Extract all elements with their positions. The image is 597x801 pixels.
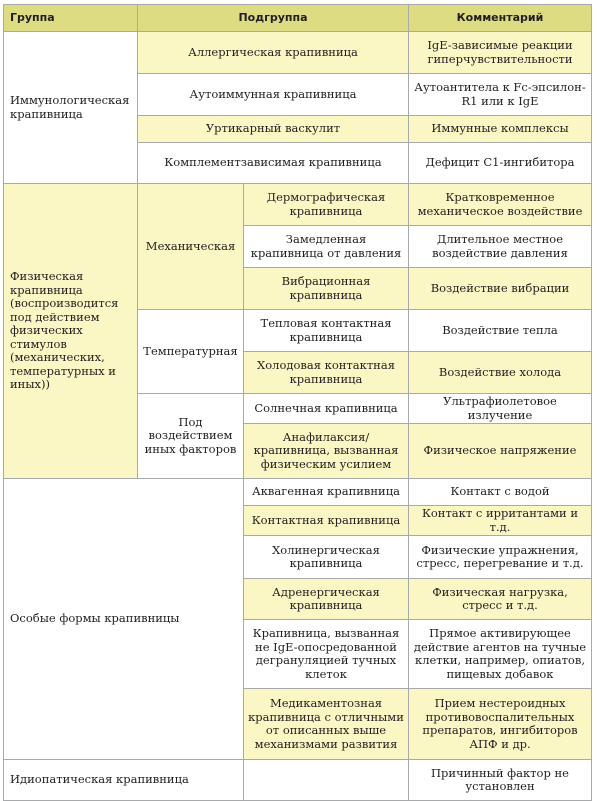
- subgroup-cell: Аквагенная крапивница: [244, 479, 409, 506]
- table-row: [4, 479, 592, 506]
- comment-cell: Кратковременное механическое воздействие: [409, 184, 592, 226]
- subgroup-cell: Крапивница, вызванная не IgE-опосредованной дегрануляцией тучных клеток: [244, 620, 409, 689]
- comment-cell: Дефицит C1-ингибитора: [409, 143, 592, 184]
- subgroup-cell: Аллергическая крапивница: [138, 32, 409, 74]
- subgroup-cell: Вибрационная крапивница: [244, 268, 409, 310]
- comment-cell: Контакт с ирритантами и т.д.: [409, 506, 592, 536]
- comment-cell: Прием нестероидных противовоспалительных препаратов, ингибиторов АПФ и др.: [409, 689, 592, 760]
- subgroup-cell: Комплементзависимая крапивница: [138, 143, 409, 184]
- comment-cell: Контакт с водой: [409, 479, 592, 506]
- comment-cell: Воздействие тепла: [409, 310, 592, 352]
- subgroup-cell: Холодовая контактная крапивница: [244, 352, 409, 394]
- subgroup-cell: Холинергическая крапивница: [244, 536, 409, 579]
- table-row: [4, 32, 592, 74]
- subgroup-cell: Контактная крапивница: [244, 506, 409, 536]
- comment-cell: Причинный фактор не установлен: [409, 760, 592, 801]
- group-special: Особые формы крапивницы: [4, 479, 244, 760]
- group-immunological: Иммунологическая крапивница: [4, 32, 138, 184]
- comment-cell: Иммунные комплексы: [409, 116, 592, 143]
- subgroup-cell: Адренергическая крапивница: [244, 579, 409, 620]
- subgroup-cell: Тепловая контактная крапивница: [244, 310, 409, 352]
- comment-cell: IgE-зависимые реакции гиперчувствительности: [409, 32, 592, 74]
- subgroup-cell: Медикаментозная крапивница с отличными от описанных выше механизмами развития: [244, 689, 409, 760]
- subgroup-cell: Дермографическая крапивница: [244, 184, 409, 226]
- midgroup-mechanical: Механическая: [138, 184, 244, 310]
- comment-cell: Физические упражнения, стресс, перегревание и т.д.: [409, 536, 592, 579]
- group-physical: Физическая крапивница (воспроизводится под действием физических стимулов (механических, температурных и иных)): [4, 184, 138, 479]
- subgroup-cell: Солнечная крапивница: [244, 394, 409, 424]
- comment-cell: Физическое напряжение: [409, 424, 592, 479]
- comment-cell: Ультрафиолетовое излучение: [409, 394, 592, 424]
- urticaria-classification-table: [3, 4, 592, 801]
- header-comment: Комментарий: [409, 5, 592, 32]
- table-row: [4, 760, 592, 801]
- subgroup-cell: Уртикарный васкулит: [138, 116, 409, 143]
- comment-cell: Воздействие холода: [409, 352, 592, 394]
- comment-cell: Длительное местное воздействие давления: [409, 226, 592, 268]
- subgroup-cell: Замедленная крапивница от давления: [244, 226, 409, 268]
- header-group: Группа: [4, 5, 138, 32]
- comment-cell: Прямое активирующее действие агентов на тучные клетки, например, опиатов, пищевых добавок: [409, 620, 592, 689]
- header-subgroup: Подгруппа: [138, 5, 409, 32]
- comment-cell: Аутоантитела к Fc-эпсилон-R1 или к IgE: [409, 74, 592, 116]
- comment-cell: Воздействие вибрации: [409, 268, 592, 310]
- table-header-row: [4, 5, 592, 32]
- group-idiopathic: Идиопатическая крапивница: [4, 760, 244, 801]
- subgroup-cell-empty: [244, 760, 409, 801]
- subgroup-cell: Аутоиммунная крапивница: [138, 74, 409, 116]
- table-row: [4, 184, 592, 226]
- comment-cell: Физическая нагрузка, стресс и т.д.: [409, 579, 592, 620]
- midgroup-other: Под воздействием иных факторов: [138, 394, 244, 479]
- subgroup-cell: Анафилаксия/ крапивница, вызванная физическим усилием: [244, 424, 409, 479]
- midgroup-temperature: Температурная: [138, 310, 244, 394]
